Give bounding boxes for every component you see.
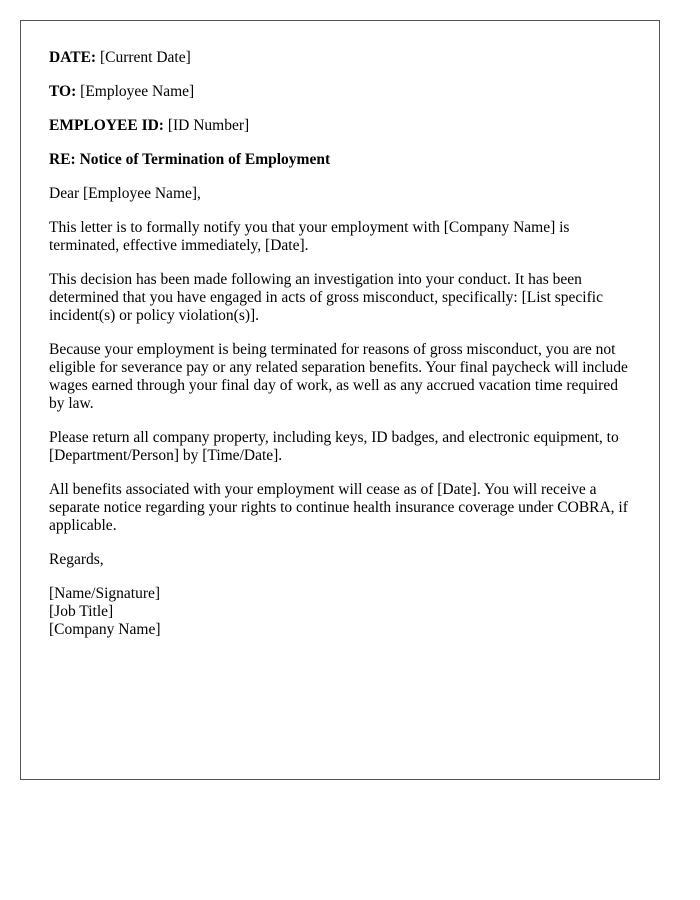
- to-value: [Employee Name]: [80, 83, 195, 100]
- paragraph-termination-notice: This letter is to formally notify you that your employment with [Company Name] is terminated, effective immediately, [Date].: [49, 219, 570, 254]
- signature-title: [Job Title]: [49, 603, 114, 620]
- date-line: [49, 49, 631, 67]
- to-line: [49, 83, 631, 101]
- employee-id-line: [49, 117, 631, 135]
- signature-block: [49, 585, 631, 639]
- paragraph-investigation: This decision has been made following an investigation into your conduct. It has been determined that you have engaged in acts of gross misconduct, specifically: [List specific incident(s) or policy violation(s)].: [49, 271, 603, 324]
- salutation: Dear [Employee Name],: [49, 185, 201, 202]
- paragraph-benefits: All benefits associated with your employment will cease as of [Date]. You will receive a separate notice regarding your rights to continue health insurance coverage under COBRA, if applicable.: [49, 481, 628, 534]
- closing: Regards,: [49, 551, 104, 568]
- subject-line: RE: Notice of Termination of Employment: [49, 151, 331, 168]
- paragraph-company-property: Please return all company property, including keys, ID badges, and electronic equipment, to [Department/Person] by [Time/Date].: [49, 429, 619, 464]
- to-label: TO:: [49, 83, 77, 100]
- letter-page: [20, 20, 660, 780]
- date-label: DATE:: [49, 49, 97, 66]
- date-value: [Current Date]: [99, 49, 191, 66]
- employee-id-value: [ID Number]: [167, 117, 250, 134]
- signature-name: [Name/Signature]: [49, 585, 161, 602]
- signature-company: [Company Name]: [49, 621, 161, 638]
- paragraph-severance: Because your employment is being terminated for reasons of gross misconduct, you are not eligible for severance pay or any related separation benefits. Your final paycheck will include wages earned through your final day of work, as well as any accrued vacation time required by law.: [49, 341, 628, 412]
- employee-id-label: EMPLOYEE ID:: [49, 117, 164, 134]
